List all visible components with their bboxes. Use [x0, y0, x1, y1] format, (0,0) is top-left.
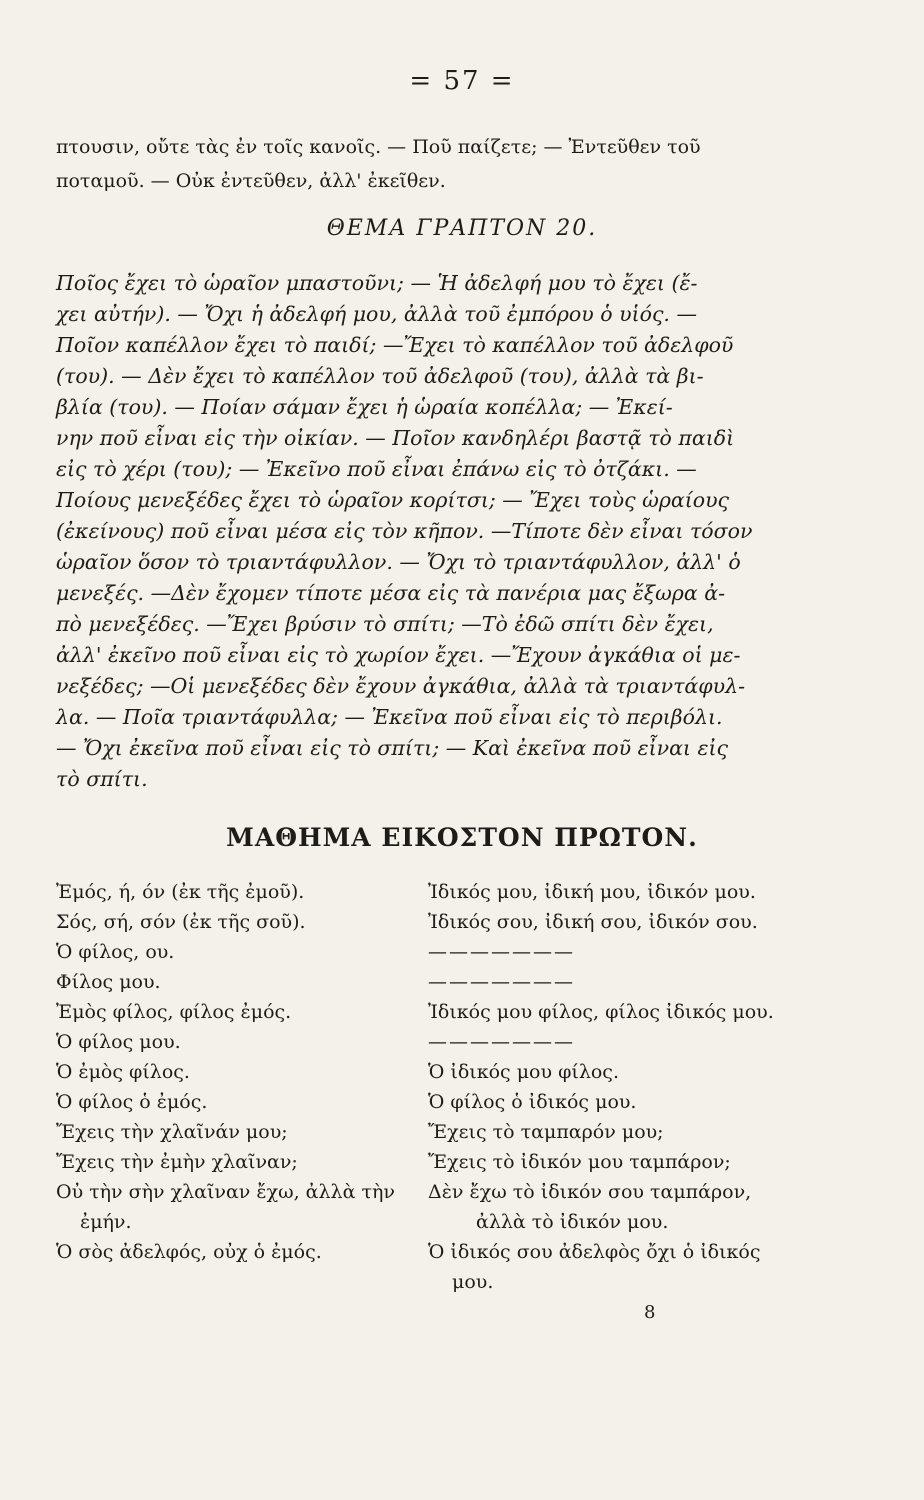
right-row: Ὁ φίλος ὁ ἰδικός μου.: [428, 1091, 637, 1113]
signature-mark: 8: [644, 1302, 656, 1323]
right-row: Ἔχεις τὸ ταμπαρόν μου;: [428, 1121, 664, 1143]
exercise-line: λα. — Ποῖα τριαντάφυλλα; — Ἐκεῖνα ποῦ εἶναι εἰς τὸ περιβόλι.: [56, 705, 723, 729]
exercise-paragraph: [56, 268, 796, 795]
right-row: Ὁ ἰδικός μου φίλος.: [428, 1061, 619, 1083]
exercise-line: βλία (του). — Ποίαν σάμαν ἔχει ἡ ὡραία κοπέλλα; — Ἐκεί-: [56, 395, 673, 419]
exercise-line: (του). — Δὲν ἔχει τὸ καπέλλον τοῦ ἀδελφοῦ (του), ἀλλὰ τὰ βι-: [56, 364, 704, 388]
left-row: Ὁ ἐμὸς φίλος.: [56, 1061, 190, 1083]
intro-line: ποταμοῦ. — Οὐκ ἐντεῦθεν, ἀλλ' ἐκεῖθεν.: [56, 170, 446, 192]
left-column: [56, 877, 426, 1267]
page-number: = 57 =: [409, 66, 515, 96]
left-row: Σός, σή, σόν (ἐκ τῆς σοῦ).: [56, 911, 306, 933]
right-row: Δὲν ἔχω τὸ ἰδικόν σου ταμπάρον,: [428, 1181, 752, 1203]
left-row: Ὁ φίλος, ου.: [56, 941, 175, 963]
exercise-line: μενεξές. —Δὲν ἔχομεν τίποτε μέσα εἰς τὰ πανέρια μας ἔξωρα ἀ-: [56, 581, 725, 605]
right-row-dash: ———————: [428, 941, 575, 963]
right-row-dash: ———————: [428, 1031, 575, 1053]
right-row-dash: ———————: [428, 971, 575, 993]
intro-paragraph: [56, 130, 796, 198]
exercise-line: πὸ μενεξέδες. —Ἔχει βρύσιν τὸ σπίτι; —Τὸ ἐδῶ σπίτι δὲν ἔχει,: [56, 612, 714, 636]
right-row: Ἰδικός μου, ἰδική μου, ἰδικόν μου.: [428, 881, 756, 903]
exercise-line: Ποῖον καπέλλον ἔχει τὸ παιδί; —Ἔχει τὸ καπέλλον τοῦ ἀδελφοῦ: [56, 333, 734, 357]
theme-title: ΘΕΜΑ ΓΡΑΠΤΟΝ 20.: [326, 216, 598, 241]
exercise-line: Ποίους μενεξέδες ἔχει τὸ ὡραῖον κορίτσι; — Ἔχει τοὺς ὡραίους: [56, 488, 730, 512]
exercise-line: τὸ σπίτι.: [56, 767, 148, 791]
exercise-line: εἰς τὸ χέρι (του); — Ἐκεῖνο ποῦ εἶναι ἐπάνω εἰς τὸ ὀτζάκι. —: [56, 457, 697, 481]
exercise-line: νην ποῦ εἶναι εἰς τὴν οἰκίαν. — Ποῖον κανδηλέρι βαστᾷ τὸ παιδὶ: [56, 426, 735, 450]
left-row: Ἔχεις τὴν ἐμὴν χλαῖναν;: [56, 1151, 298, 1173]
right-row: Ἔχεις τὸ ἰδικόν μου ταμπάρον;: [428, 1151, 731, 1173]
lesson-title: ΜΑΘΗΜΑ ΕΙΚΟΣΤΟΝ ΠΡΩΤΟΝ.: [226, 823, 698, 852]
left-row: ἐμήν.: [80, 1211, 132, 1233]
exercise-line: Ποῖος ἔχει τὸ ὡραῖον μπαστοῦνι; — Ἡ ἀδελφή μου τὸ ἔχει (ἔ-: [56, 271, 698, 295]
left-row: Ὁ σὸς ἀδελφός, οὐχ ὁ ἐμός.: [56, 1241, 322, 1263]
left-row: Οὐ τὴν σὴν χλαῖναν ἔχω, ἀλλὰ τὴν: [56, 1181, 395, 1203]
right-column: [428, 877, 808, 1297]
exercise-line: (ἐκείνους) ποῦ εἶναι μέσα εἰς τὸν κῆπον. —Τίποτε δὲν εἶναι τόσον: [56, 519, 753, 543]
left-row: Ὁ φίλος ὁ ἐμός.: [56, 1091, 208, 1113]
exercise-line: ὡραῖον ὅσον τὸ τριαντάφυλλον. — Ὄχι τὸ τριαντάφυλλον, ἀλλ' ὁ: [56, 550, 741, 574]
left-row: Ἐμὸς φίλος, φίλος ἐμός.: [56, 1001, 292, 1023]
exercise-line: — Ὄχι ἐκεῖνα ποῦ εἶναι εἰς τὸ σπίτι; — Καὶ ἐκεῖνα ποῦ εἶναι εἰς: [56, 736, 728, 760]
right-row: ἀλλὰ τὸ ἰδικόν μου.: [476, 1211, 669, 1233]
left-row: Φίλος μου.: [56, 971, 161, 993]
intro-line: πτουσιν, οὔτε τὰς ἐν τοῖς κανοῖς. — Ποῦ παίζετε; — Ἐντεῦθεν τοῦ: [56, 136, 701, 158]
right-row: μου.: [452, 1271, 494, 1293]
exercise-line: ἀλλ' ἐκεῖνο ποῦ εἶναι εἰς τὸ χωρίον ἔχει. —Ἔχουν ἀγκάθια οἱ με-: [56, 643, 741, 667]
right-row: Ἰδικός σου, ἰδική σου, ἰδικόν σου.: [428, 911, 758, 933]
exercise-line: χει αὐτήν). — Ὄχι ἡ ἀδελφή μου, ἀλλὰ τοῦ ἐμπόρου ὁ υἱός. —: [56, 302, 697, 326]
exercise-line: νεξέδες; —Οἱ μενεξέδες δὲν ἔχουν ἀγκάθια, ἀλλὰ τὰ τριαντάφυλ-: [56, 674, 745, 698]
right-row: Ἰδικός μου φίλος, φίλος ἰδικός μου.: [428, 1001, 774, 1023]
left-row: Ἔχεις τὴν χλαῖνάν μου;: [56, 1121, 288, 1143]
left-row: Ὁ φίλος μου.: [56, 1031, 181, 1053]
left-row: Ἐμός, ή, όν (ἐκ τῆς ἐμοῦ).: [56, 881, 305, 903]
right-row: Ὁ ἰδικός σου ἀδελφὸς ὄχι ὁ ἰδικός: [428, 1241, 761, 1263]
